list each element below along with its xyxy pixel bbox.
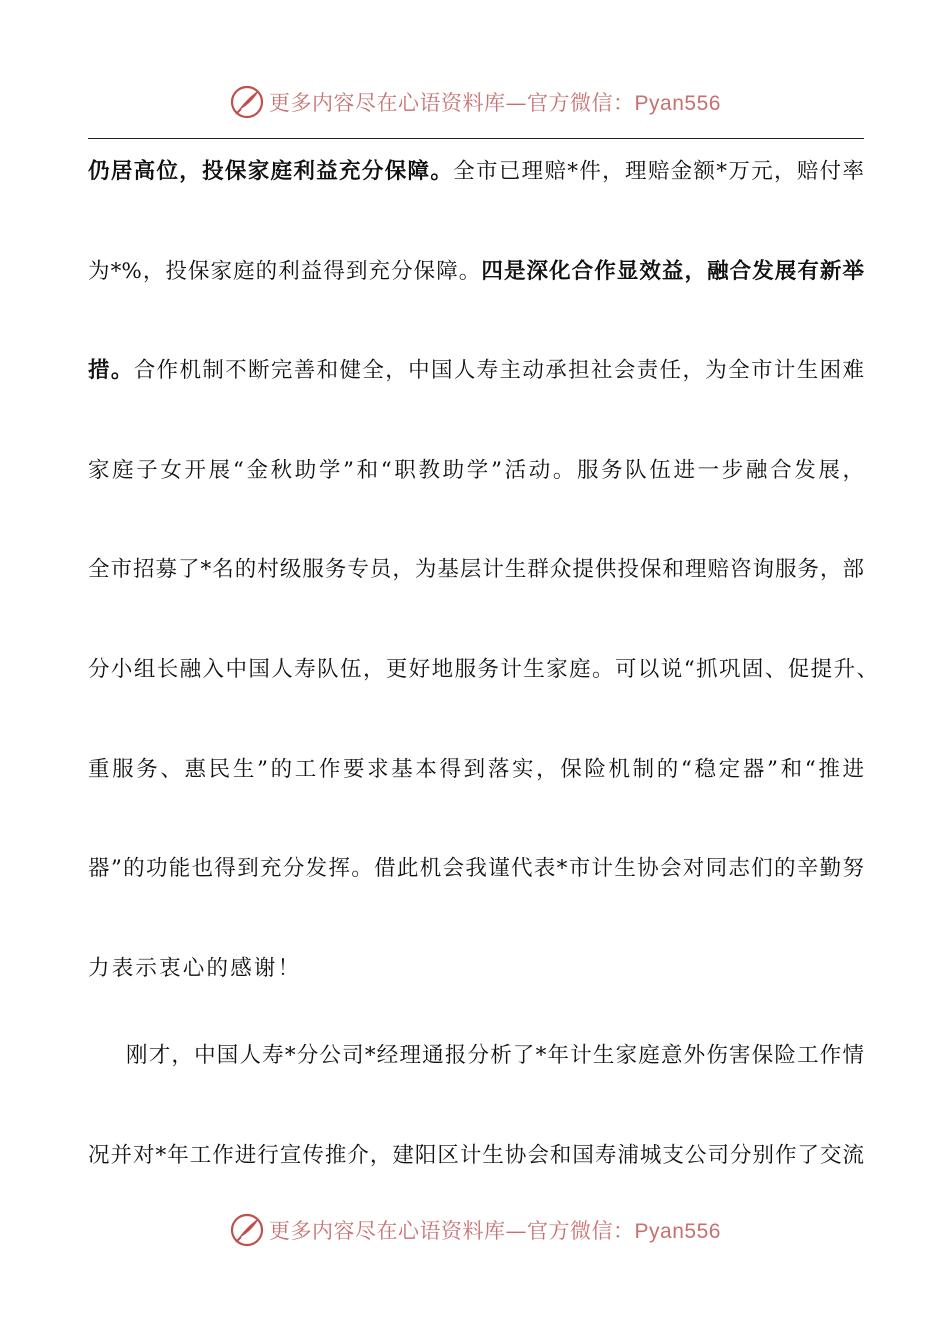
line-text: 合作机制不断完善和健全，中国人寿主动承担社会责任，为全市计生困难 <box>133 358 864 383</box>
bold-phrase: 措。 <box>88 358 134 383</box>
line-text: 况并对*年工作进行宣传推介，建阳区计生协会和国寿浦城支公司分别作了交流 <box>88 1143 864 1168</box>
banner-brand: 更多内容尽在心语资料库 <box>269 1219 506 1243</box>
banner-dash: — <box>505 91 528 115</box>
text-line-3 <box>88 356 864 386</box>
text-line-8 <box>88 854 864 884</box>
text-line-5 <box>88 555 864 585</box>
quill-pen-icon <box>229 84 265 120</box>
text-line-2 <box>88 257 864 287</box>
line-text: 为*%，投保家庭的利益得到充分保障。 <box>88 259 482 284</box>
header-divider <box>88 138 864 139</box>
bold-phrase: 仍居高位，投保家庭利益充分保障。 <box>88 159 454 184</box>
text-line-10 <box>126 1041 864 1071</box>
line-text: 家庭子女开展“金秋助学”和“职教助学”活动。服务队伍进一步融合发展， <box>88 458 864 483</box>
line-text: 分小组长融入中国人寿队伍，更好地服务计生家庭。可以说“抓巩固、促提升、 <box>88 657 878 682</box>
text-line-4 <box>88 456 864 486</box>
line-text: 力表示衷心的感谢！ <box>88 956 302 981</box>
banner-brand: 更多内容尽在心语资料库 <box>269 91 506 115</box>
line-text: 全市招募了*名的村级服务专员，为基层计生群众提供投保和理赔咨询服务，部 <box>88 557 864 582</box>
banner-wechat-label: 官方微信： <box>527 91 635 115</box>
header-banner <box>0 82 950 122</box>
banner-text <box>269 1215 721 1245</box>
banner-dash: — <box>505 1219 528 1243</box>
banner-wechat-id: Pyan556 <box>634 1220 721 1243</box>
text-line-11 <box>88 1141 864 1171</box>
banner-text <box>269 87 721 117</box>
text-line-6 <box>88 655 878 685</box>
bold-phrase: 四是深化合作显效益，融合发展有新举 <box>481 259 864 284</box>
line-text: 刚才，中国人寿*分公司*经理通报分析了*年计生家庭意外伤害保险工作情 <box>126 1043 864 1068</box>
quill-pen-icon <box>229 1212 265 1248</box>
line-text: 重服务、惠民生”的工作要求基本得到落实，保险机制的“稳定器”和“推进 <box>88 757 864 782</box>
text-line-9 <box>88 954 864 984</box>
banner-wechat-id: Pyan556 <box>634 92 721 115</box>
line-text: 全市已理赔*件，理赔金额*万元，赔付率 <box>453 159 864 184</box>
text-line-7 <box>88 755 864 785</box>
line-text: 器”的功能也得到充分发挥。借此机会我谨代表*市计生协会对同志们的辛勤努 <box>88 856 864 881</box>
text-line-1 <box>88 157 864 187</box>
footer-banner <box>0 1210 950 1250</box>
banner-wechat-label: 官方微信： <box>527 1219 635 1243</box>
